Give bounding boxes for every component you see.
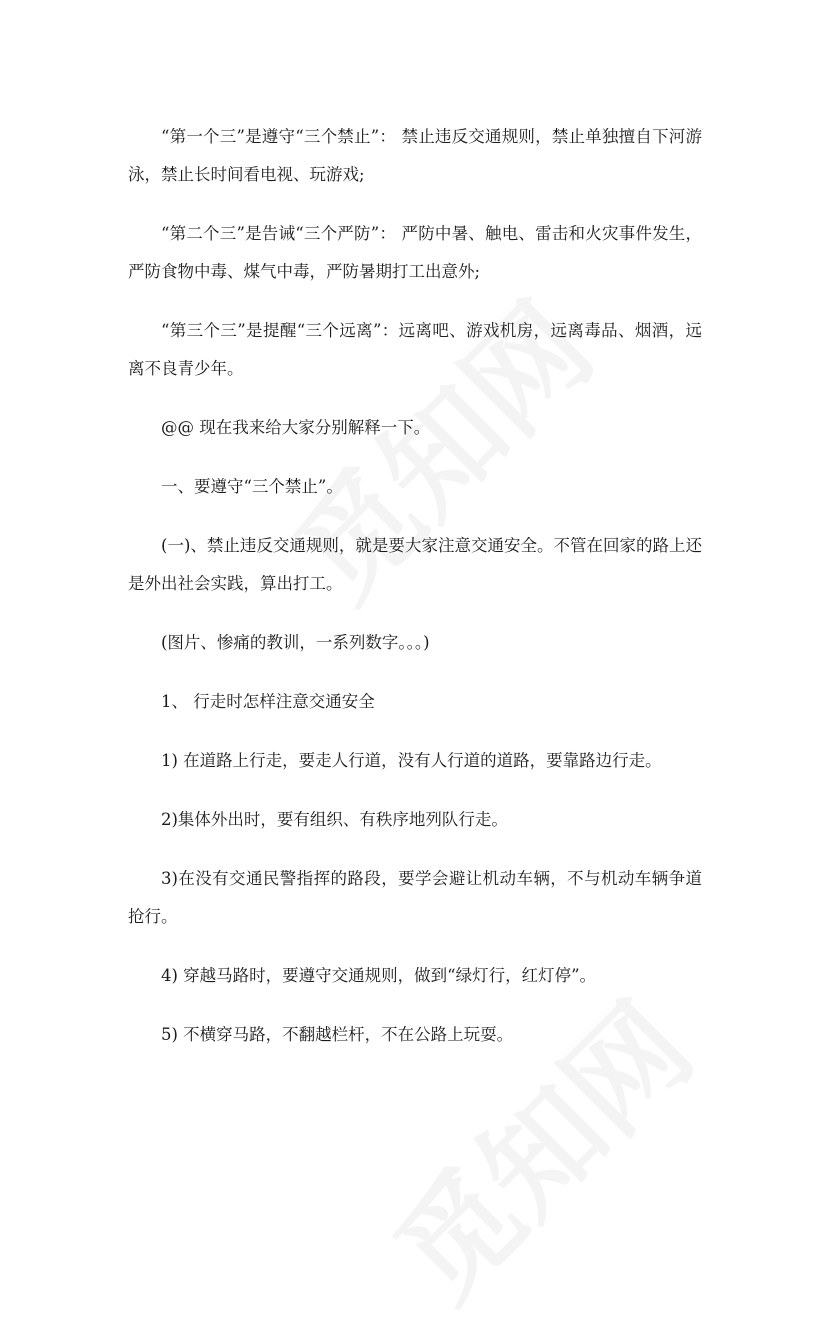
paragraph-second-three: “第二个三”是告诫“三个严防”： 严防中暑、触电、雷击和火灾事件发生，严防食物中毒、煤气中毒，严防暑期打工出意外; [128,224,702,281]
list-item: 5) 不横穿马路，不翻越栏杆，不在公路上玩耍。 [161,1025,514,1044]
list-item: 1) 在道路上行走，要走人行道，没有人行道的道路，要靠路边行走。 [161,751,662,770]
list-item: 2)集体外出时，要有组织、有秩序地列队行走。 [161,810,508,829]
list-heading: 1、 行走时怎样注意交通安全 [161,692,375,711]
subsection-traffic: (一)、禁止违反交通规则，就是要大家注意交通安全。不管在回家的路上还是外出社会实践，算出打工。 [128,536,702,593]
list-item: 3)在没有交通民警指挥的路段，要学会避让机动车辆，不与机动车辆争道抢行。 [128,869,702,926]
paragraph-third-three: “第三个三”是提醒“三个远离”：远离吧、游戏机房，远离毒品、烟酒，远离不良青少年。 [128,321,702,378]
list-item: 4) 穿越马路时，要遵守交通规则，做到“绿灯行，红灯停”。 [161,966,597,985]
paragraph-explain: @@ 现在我来给大家分别解释一下。 [161,418,431,437]
section-heading: 一、要遵守“三个禁止”。 [161,477,343,496]
paragraph-first-three: “第一个三”是遵守“三个禁止”： 禁止违反交通规则，禁止单独擅自下河游泳，禁止长时间看电视、玩游戏; [128,127,702,184]
document-body [128,118,702,1054]
paragraph-note: (图片、惨痛的教训，一系列数字。。。) [161,633,430,652]
